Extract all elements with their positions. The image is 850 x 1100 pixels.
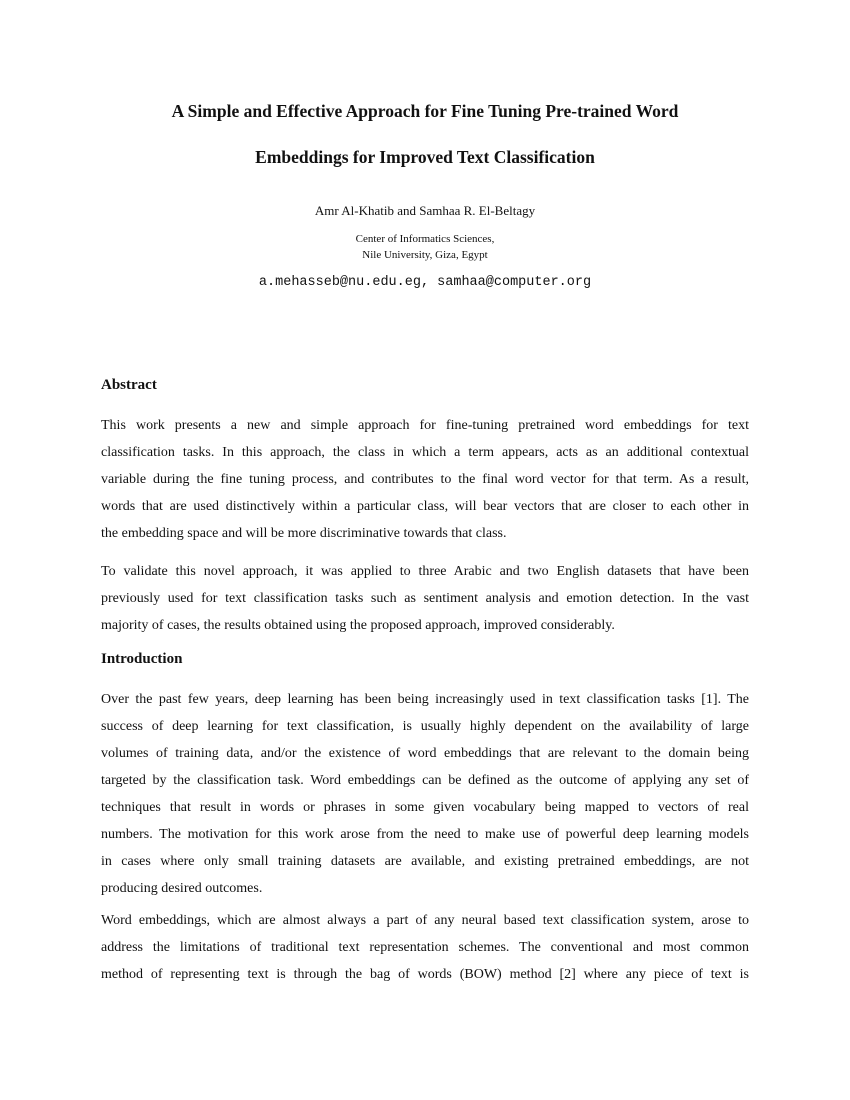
paper-title-line-2: Embeddings for Improved Text Classification bbox=[255, 147, 595, 167]
text-line: previously used for text classification tasks such as sentiment analysis and emotion detection. In the vast bbox=[101, 591, 749, 606]
author-emails: a.mehasseb@nu.edu.eg, samhaa@computer.org bbox=[258, 275, 592, 290]
text-line: variable during the fine tuning process, and contributes to the final word vector for that term. As a result, bbox=[101, 472, 749, 487]
text-line: address the limitations of traditional text representation schemes. The conventional and most common bbox=[101, 940, 749, 955]
text-line: method of representing text is through the bag of words (BOW) method [2] where any piece of text is bbox=[101, 967, 749, 982]
text-line: To validate this novel approach, it was applied to three Arabic and two English datasets that have been bbox=[101, 564, 749, 579]
abstract-heading: Abstract bbox=[101, 377, 157, 393]
introduction-heading: Introduction bbox=[101, 651, 183, 667]
author-list: Amr Al-Khatib and Samhaa R. El-Beltagy bbox=[314, 203, 536, 218]
text-line: majority of cases, the results obtained using the proposed approach, improved considerably. bbox=[101, 618, 615, 633]
paper-title-line-1: A Simple and Effective Approach for Fine Tuning Pre-trained Word bbox=[171, 101, 679, 121]
text-line: in cases where only small training datasets are available, and existing pretrained embeddings, are not bbox=[101, 854, 749, 869]
text-line: targeted by the classification task. Word embeddings can be defined as the outcome of applying any set of bbox=[101, 773, 749, 788]
text-line: the embedding space and will be more discriminative towards that class. bbox=[101, 526, 507, 541]
abstract-paragraph-2 bbox=[101, 558, 749, 639]
text-line: numbers. The motivation for this work arose from the need to make use of powerful deep learning models bbox=[101, 827, 749, 842]
text-line: words that are used distinctively within a particular class, will bear vectors that are closer to each other in bbox=[101, 499, 749, 514]
text-line: Over the past few years, deep learning has been being increasingly used in text classification tasks [1]. The bbox=[101, 692, 749, 707]
text-line: success of deep learning for text classification, is usually highly dependent on the availability of large bbox=[101, 719, 749, 734]
text-line: producing desired outcomes. bbox=[101, 881, 263, 896]
text-line: This work presents a new and simple approach for fine-tuning pretrained word embeddings for text bbox=[101, 418, 749, 433]
affiliation-line-2: Nile University, Giza, Egypt bbox=[362, 249, 488, 261]
abstract-paragraph-1 bbox=[101, 412, 749, 547]
affiliation-line-1: Center of Informatics Sciences, bbox=[355, 233, 495, 245]
text-line: Word embeddings, which are almost always a part of any neural based text classification system, arose to bbox=[101, 913, 749, 928]
text-line: techniques that result in words or phrases in some given vocabulary being mapped to vectors of real bbox=[101, 800, 749, 815]
introduction-paragraph-1 bbox=[101, 686, 749, 902]
text-line: volumes of training data, and/or the existence of word embeddings that are relevant to the domain being bbox=[101, 746, 749, 761]
text-line: classification tasks. In this approach, the class in which a term appears, acts as an additional contextual bbox=[101, 445, 749, 460]
introduction-paragraph-2 bbox=[101, 907, 749, 988]
